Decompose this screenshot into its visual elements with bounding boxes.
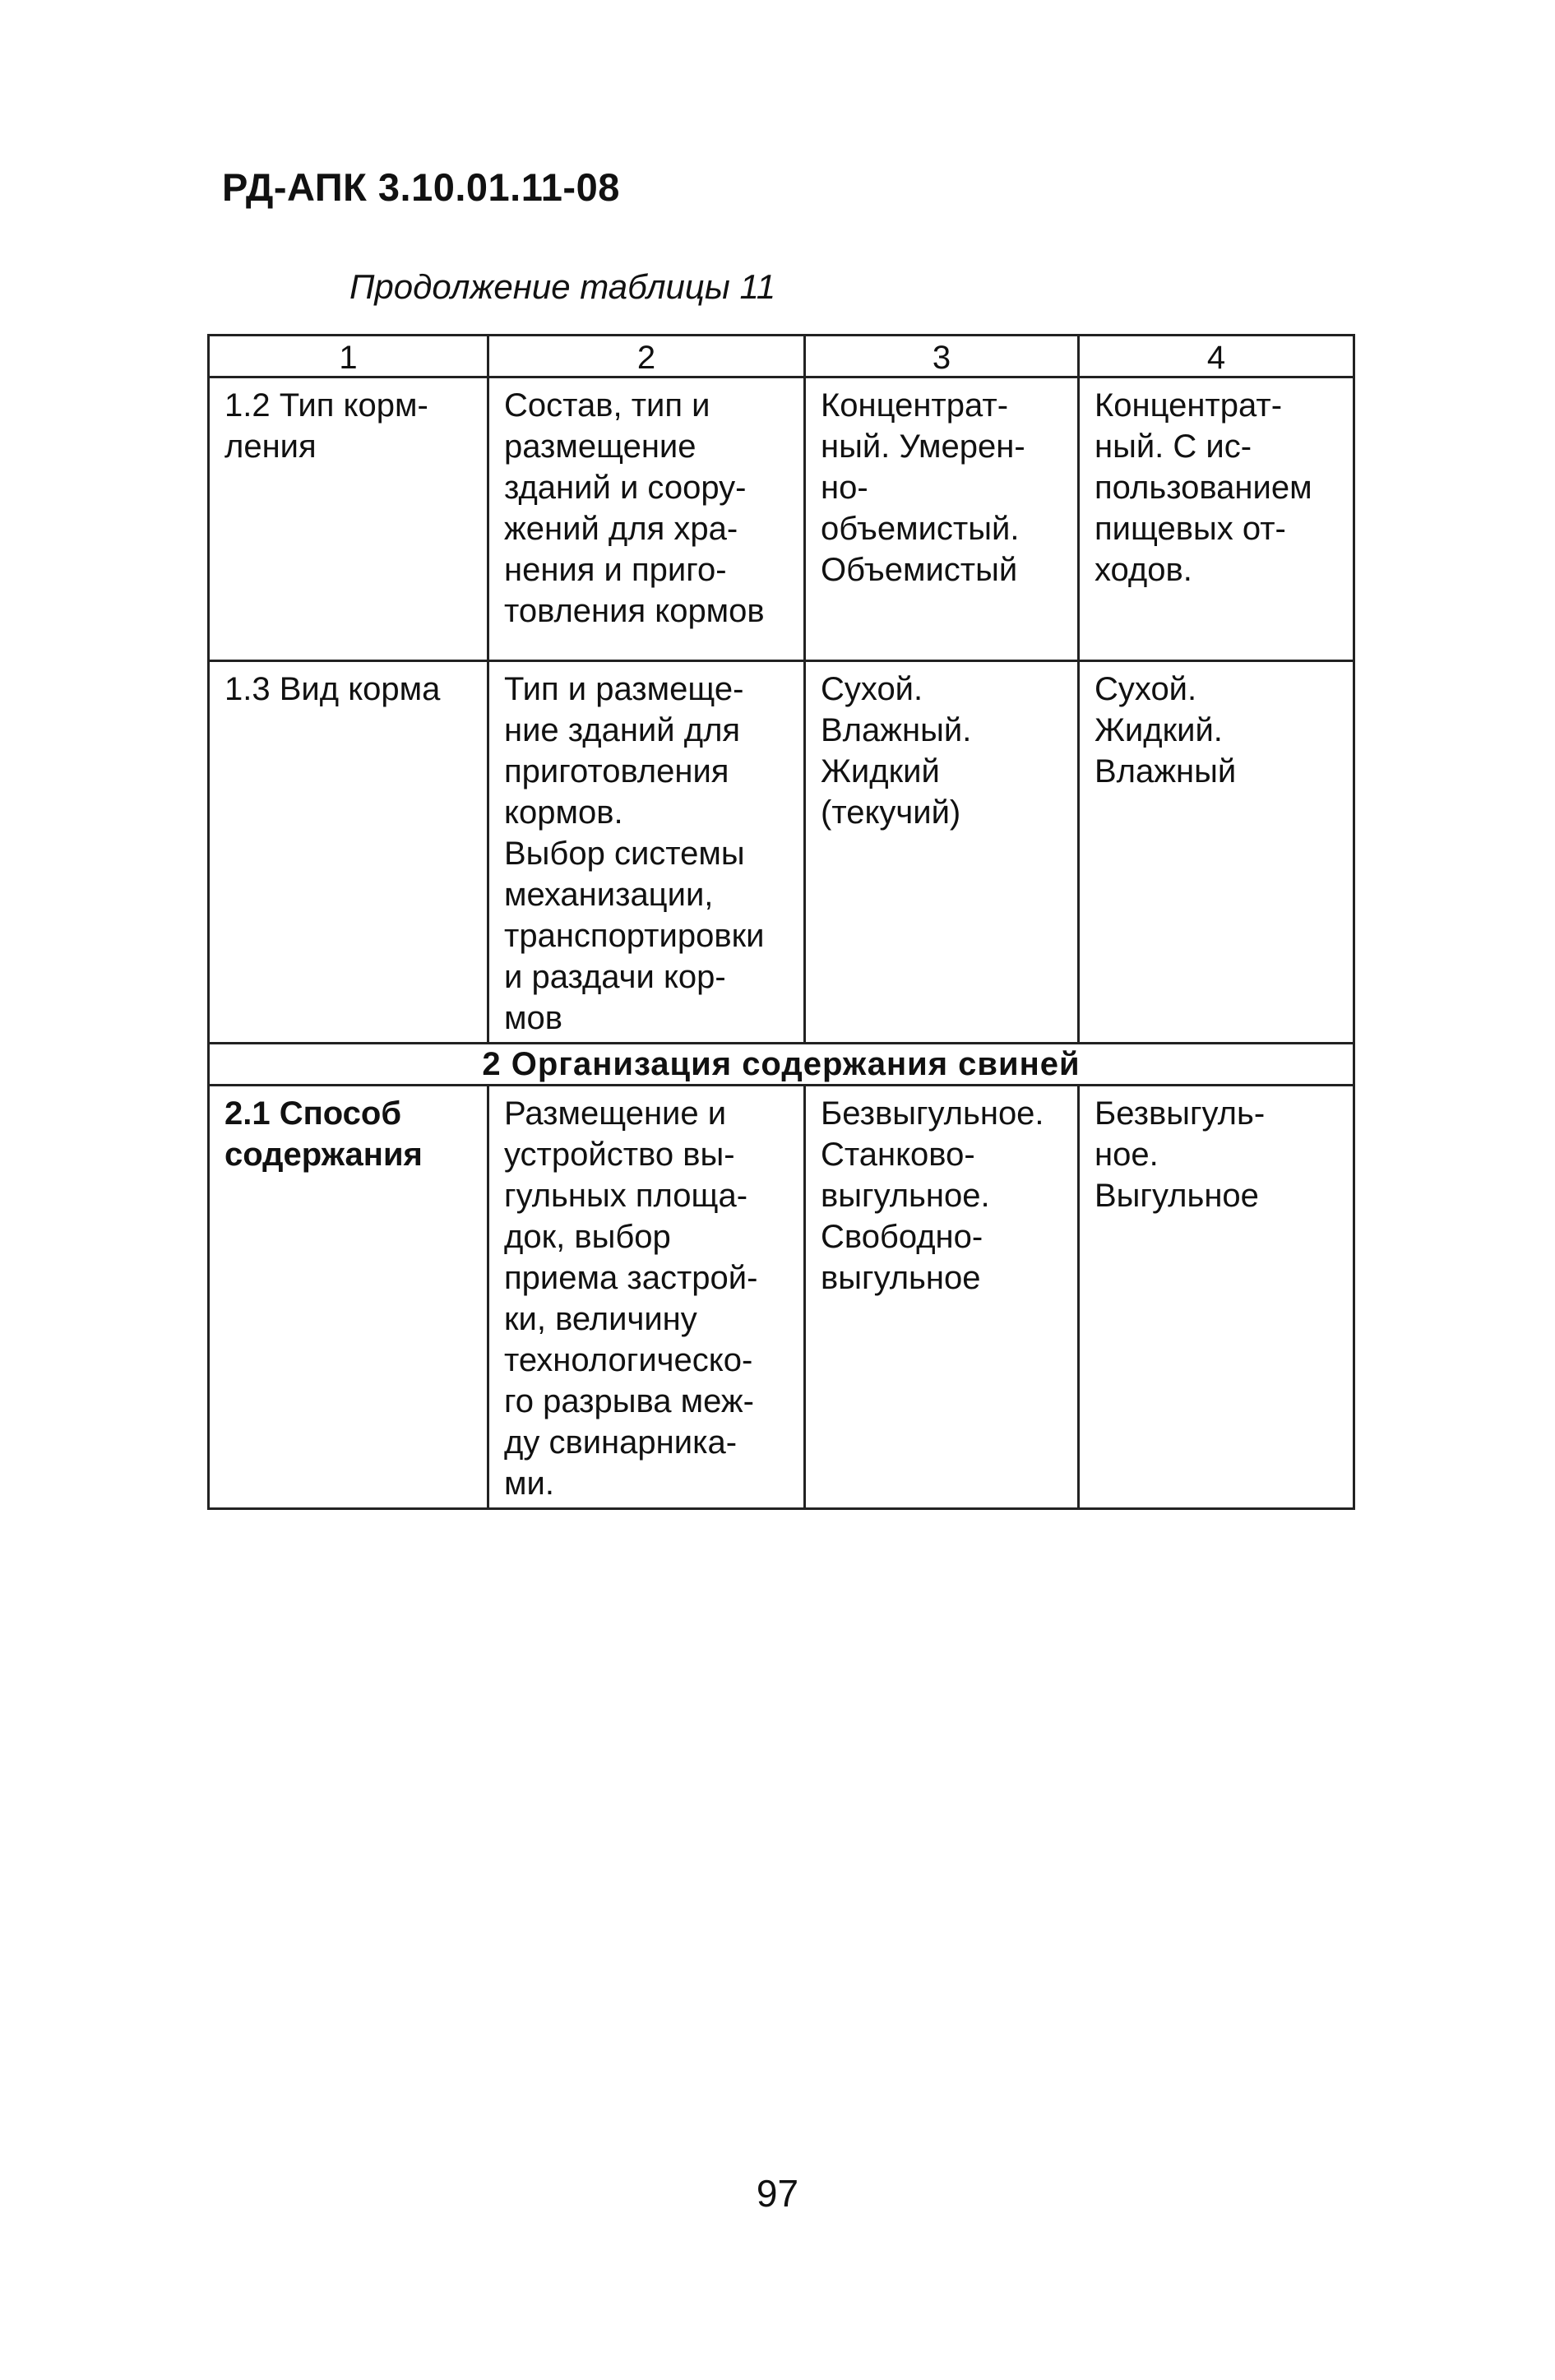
parameter-cell: 1.2 Тип корм- ления: [209, 377, 488, 661]
column-number: 4: [1079, 336, 1354, 377]
value-cell: Безвыгуль- ное. Выгульное: [1079, 1086, 1354, 1509]
column-number: 1: [209, 336, 488, 377]
influence-cell: Тип и размеще- ние зданий для приготовления кормов. Выбор системы механизации, транспортировки и раздачи кор- мов: [488, 661, 805, 1044]
value-cell: Безвыгульное. Станково- выгульное. Свободно- выгульное: [805, 1086, 1079, 1509]
value-cell: Концентрат- ный. Умерен- но- объемистый. Объемистый: [805, 377, 1079, 661]
column-number-row: [209, 336, 1354, 377]
column-number: 2: [488, 336, 805, 377]
parameter-cell: 2.1 Способ содержания: [209, 1086, 488, 1509]
table-row: [209, 1086, 1354, 1509]
section-row: [209, 1044, 1354, 1086]
page-number: 97: [756, 2172, 799, 2215]
section-title: 2 Организация содержания свиней: [209, 1044, 1354, 1086]
influence-cell: Размещение и устройство вы- гульных площа- док, выбор приема застрой- ки, величину технологическо- го разрыва меж- ду свинарника- ми.: [488, 1086, 805, 1509]
table-caption: Продолжение таблицы 11: [349, 267, 776, 306]
table-row: [209, 661, 1354, 1044]
value-cell: Концентрат- ный. С ис- пользованием пищевых от- ходов.: [1079, 377, 1354, 661]
value-cell: Сухой. Жидкий. Влажный: [1079, 661, 1354, 1044]
data-table: [207, 334, 1355, 1510]
influence-cell: Состав, тип и размещение зданий и соору- жений для хра- нения и приго- товления кормов: [488, 377, 805, 661]
parameter-cell: 1.3 Вид корма: [209, 661, 488, 1044]
value-cell: Сухой. Влажный. Жидкий (текучий): [805, 661, 1079, 1044]
document-code: РД-АПК 3.10.01.11-08: [222, 165, 620, 209]
column-number: 3: [805, 336, 1079, 377]
table-row: [209, 377, 1354, 661]
